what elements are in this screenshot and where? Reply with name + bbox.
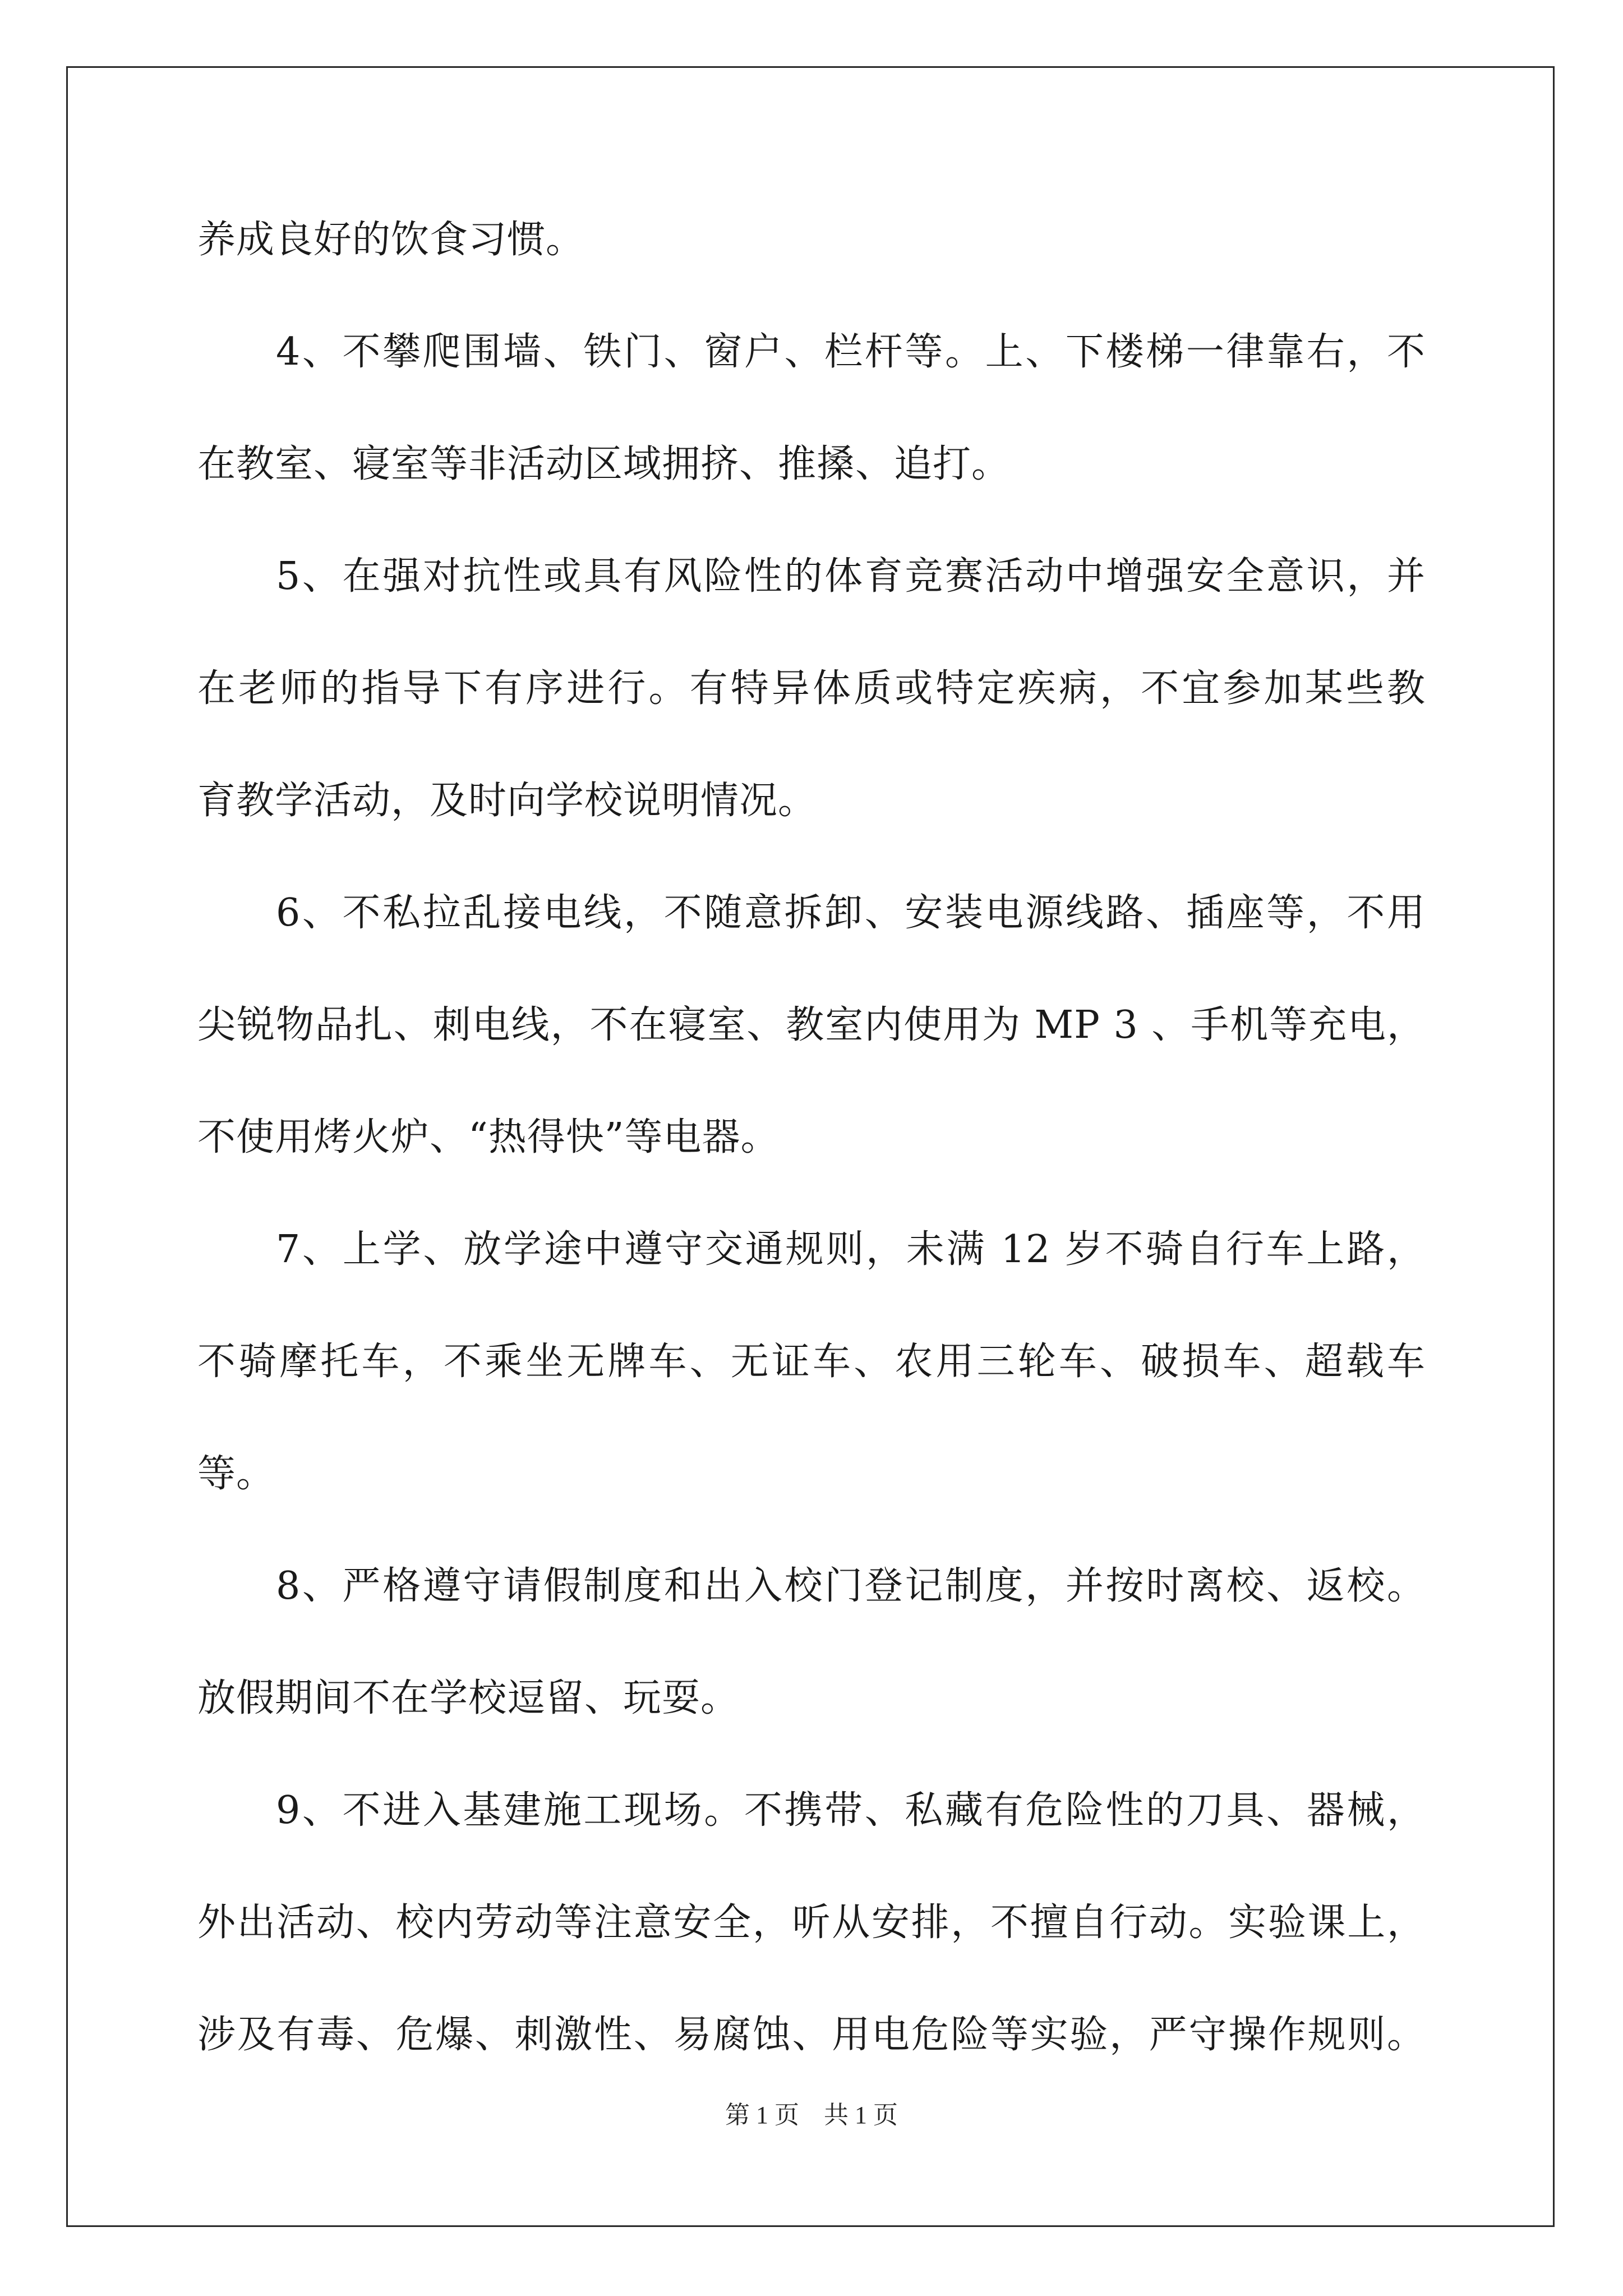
text-line: 养成良好的饮食习惯。	[197, 218, 585, 262]
document-body	[197, 215, 1426, 2060]
text-line: 7、上学、放学途中遵守交通规则，未满 12 岁不骑自行车上路，	[276, 1227, 1426, 1272]
text-line: 9、不进入基建施工现场。不携带、私藏有危险性的刀具、器械，	[276, 1788, 1426, 1833]
text-line: 不使用烤火炉、“热得快”等电器。	[197, 1115, 780, 1159]
text-line: 8、严格遵守请假制度和出入校门登记制度，并按时离校、返校。	[276, 1564, 1426, 1608]
text-line: 5、在强对抗性或具有风险性的体育竞赛活动中增强安全意识，并	[276, 554, 1426, 599]
page-number-footer: 第 1 页 共 1 页	[725, 2101, 898, 2129]
text-line: 在教室、寝室等非活动区域拥挤、推搡、追打。	[197, 442, 1011, 486]
text-line: 在老师的指导下有序进行。有特异体质或特定疾病，不宜参加某些教	[197, 666, 1426, 711]
paragraph	[197, 1561, 1426, 1724]
paragraph	[197, 1786, 1426, 2060]
text-line: 放假期间不在学校逗留、玩耍。	[197, 1676, 740, 1720]
text-line: 等。	[197, 1452, 275, 1496]
text-line: 外出活动、校内劳动等注意安全，听从安排，不擅自行动。实验课上，	[197, 1901, 1426, 1945]
paragraph	[197, 551, 1426, 826]
paragraph	[197, 1225, 1426, 1499]
text-line: 尖锐物品扎、刺电线，不在寝室、教室内使用为 MP 3 、手机等充电，	[197, 1003, 1426, 1047]
text-line: 涉及有毒、危爆、刺激性、易腐蚀、用电危险等实验，严守操作规则。	[197, 2013, 1426, 2057]
text-line: 育教学活动，及时向学校说明情况。	[197, 779, 817, 823]
text-line: 4、不攀爬围墙、铁门、窗户、栏杆等。上、下楼梯一律靠右，不	[276, 330, 1426, 374]
text-line: 6、不私拉乱接电线，不随意拆卸、安装电源线路、插座等，不用	[276, 891, 1426, 935]
paragraph	[197, 888, 1426, 1163]
paragraph	[197, 327, 1426, 490]
text-line: 不骑摩托车，不乘坐无牌车、无证车、农用三轮车、破损车、超载车	[197, 1340, 1426, 1384]
paragraph	[197, 215, 1426, 265]
